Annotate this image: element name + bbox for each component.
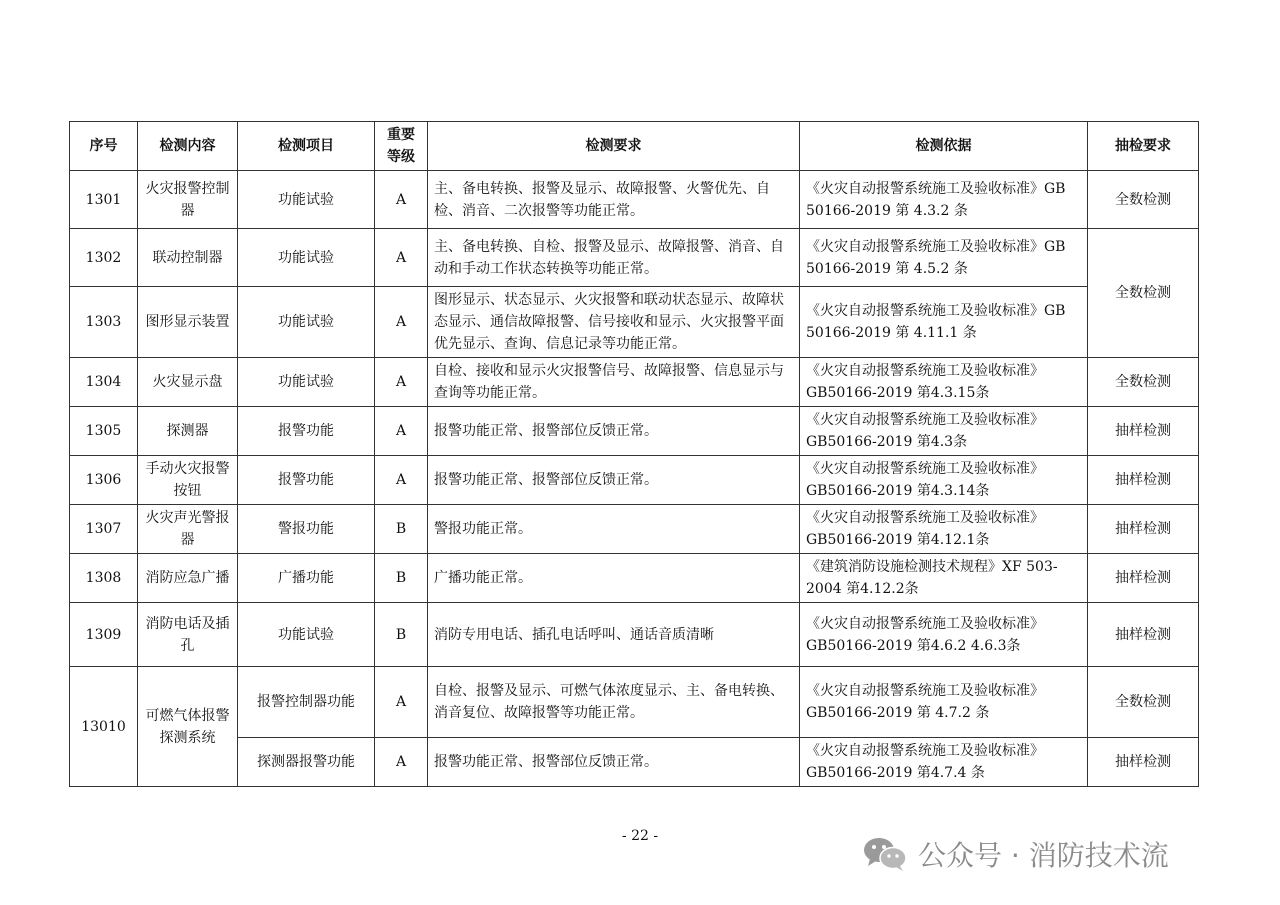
table-row: [70, 667, 1199, 738]
cell-grade: A: [375, 456, 428, 505]
cell-content: 火灾显示盘: [138, 358, 238, 407]
cell-sampling: 全数检测: [1088, 171, 1199, 229]
cell-grade: B: [375, 603, 428, 667]
cell-item: 功能试验: [238, 603, 375, 667]
cell-no: 1309: [70, 603, 138, 667]
table-row: [70, 554, 1199, 603]
table-row: [70, 358, 1199, 407]
cell-sampling: 抽样检测: [1088, 456, 1199, 505]
cell-sampling: 全数检测: [1088, 358, 1199, 407]
cell-grade: A: [375, 738, 428, 787]
cell-requirement: 主、备电转换、自检、报警及显示、故障报警、消音、自动和手动工作状态转换等功能正常。: [428, 229, 800, 287]
cell-requirement: 自检、报警及显示、可燃气体浓度显示、主、备电转换、消音复位、故障报警等功能正常。: [428, 667, 800, 738]
cell-requirement: 报警功能正常、报警部位反馈正常。: [428, 738, 800, 787]
cell-basis: 《火灾自动报警系统施工及验收标准》GB 50166-2019 第 4.5.2 条: [800, 229, 1088, 287]
cell-item: 功能试验: [238, 287, 375, 358]
cell-requirement: 自检、接收和显示火灾报警信号、故障报警、信息显示与查询等功能正常。: [428, 358, 800, 407]
cell-sampling: 抽样检测: [1088, 603, 1199, 667]
table-row: [70, 407, 1199, 456]
cell-grade: A: [375, 287, 428, 358]
wechat-icon: [862, 835, 908, 873]
cell-item: 功能试验: [238, 171, 375, 229]
cell-sampling: 抽样检测: [1088, 407, 1199, 456]
watermark: [862, 834, 1169, 874]
cell-basis: 《火灾自动报警系统施工及验收标准》GB 50166-2019 第 4.11.1 条: [800, 287, 1088, 358]
cell-no: 13010: [70, 667, 138, 787]
cell-grade: A: [375, 171, 428, 229]
cell-item: 警报功能: [238, 505, 375, 554]
cell-no: 1308: [70, 554, 138, 603]
cell-sampling: 全数检测: [1088, 667, 1199, 738]
cell-grade: B: [375, 505, 428, 554]
cell-grade: A: [375, 358, 428, 407]
cell-basis: 《火灾自动报警系统施工及验收标准》GB 50166-2019 第 4.3.2 条: [800, 171, 1088, 229]
cell-requirement: 消防专用电话、插孔电话呼叫、通话音质清晰: [428, 603, 800, 667]
table-row: [70, 505, 1199, 554]
cell-no: 1305: [70, 407, 138, 456]
cell-item: 报警功能: [238, 407, 375, 456]
cell-basis: 《火灾自动报警系统施工及验收标准》GB50166-2019 第4.3条: [800, 407, 1088, 456]
cell-basis: 《火灾自动报警系统施工及验收标准》GB50166-2019 第4.7.4 条: [800, 738, 1088, 787]
cell-no: 1307: [70, 505, 138, 554]
cell-content: 图形显示装置: [138, 287, 238, 358]
cell-no: 1303: [70, 287, 138, 358]
cell-no: 1306: [70, 456, 138, 505]
table-row: [70, 287, 1199, 358]
cell-item: 报警功能: [238, 456, 375, 505]
header-content: 检测内容: [138, 122, 238, 171]
cell-basis: 《火灾自动报警系统施工及验收标准》GB50166-2019 第 4.7.2 条: [800, 667, 1088, 738]
cell-requirement: 主、备电转换、报警及显示、故障报警、火警优先、自检、消音、二次报警等功能正常。: [428, 171, 800, 229]
cell-item: 报警控制器功能: [238, 667, 375, 738]
cell-content: 火灾声光警报器: [138, 505, 238, 554]
table-row: [70, 171, 1199, 229]
cell-content: 消防应急广播: [138, 554, 238, 603]
watermark-text: 公众号 · 消防技术流: [918, 839, 1169, 872]
cell-no: 1302: [70, 229, 138, 287]
cell-grade: A: [375, 667, 428, 738]
table-header-row: [70, 122, 1199, 171]
cell-content: 手动火灾报警按钮: [138, 456, 238, 505]
cell-content: 联动控制器: [138, 229, 238, 287]
cell-grade: A: [375, 229, 428, 287]
cell-basis: 《火灾自动报警系统施工及验收标准》GB50166-2019 第4.6.2 4.6.3条: [800, 603, 1088, 667]
cell-sampling: 全数检测: [1088, 229, 1199, 358]
cell-no: 1301: [70, 171, 138, 229]
cell-item: 广播功能: [238, 554, 375, 603]
table-row: [70, 603, 1199, 667]
cell-sampling: 抽样检测: [1088, 554, 1199, 603]
cell-grade: A: [375, 407, 428, 456]
cell-requirement: 广播功能正常。: [428, 554, 800, 603]
cell-requirement: 报警功能正常、报警部位反馈正常。: [428, 407, 800, 456]
header-item: 检测项目: [238, 122, 375, 171]
cell-item: 功能试验: [238, 358, 375, 407]
page-number: - 22 -: [621, 828, 659, 844]
cell-sampling: 抽样检测: [1088, 505, 1199, 554]
cell-basis: 《火灾自动报警系统施工及验收标准》GB50166-2019 第4.12.1条: [800, 505, 1088, 554]
cell-item: 功能试验: [238, 229, 375, 287]
cell-item: 探测器报警功能: [238, 738, 375, 787]
header-sampling: 抽检要求: [1088, 122, 1199, 171]
inspection-table: [69, 121, 1199, 787]
header-grade: 重要等级: [375, 122, 428, 171]
cell-requirement: 警报功能正常。: [428, 505, 800, 554]
cell-grade: B: [375, 554, 428, 603]
cell-content: 探测器: [138, 407, 238, 456]
cell-basis: 《火灾自动报警系统施工及验收标准》GB50166-2019 第4.3.14条: [800, 456, 1088, 505]
cell-requirement: 图形显示、状态显示、火灾报警和联动状态显示、故障状态显示、通信故障报警、信号接收和显示、火灾报警平面优先显示、查询、信息记录等功能正常。: [428, 287, 800, 358]
cell-content: 火灾报警控制器: [138, 171, 238, 229]
cell-content: 消防电话及插孔: [138, 603, 238, 667]
cell-requirement: 报警功能正常、报警部位反馈正常。: [428, 456, 800, 505]
cell-sampling: 抽样检测: [1088, 738, 1199, 787]
cell-basis: 《火灾自动报警系统施工及验收标准》GB50166-2019 第4.3.15条: [800, 358, 1088, 407]
cell-no: 1304: [70, 358, 138, 407]
cell-content: 可燃气体报警探测系统: [138, 667, 238, 787]
header-basis: 检测依据: [800, 122, 1088, 171]
table-row: [70, 229, 1199, 287]
header-no: 序号: [70, 122, 138, 171]
header-requirement: 检测要求: [428, 122, 800, 171]
table-row: [70, 738, 1199, 787]
cell-basis: 《建筑消防设施检测技术规程》XF 503-2004 第4.12.2条: [800, 554, 1088, 603]
table-row: [70, 456, 1199, 505]
